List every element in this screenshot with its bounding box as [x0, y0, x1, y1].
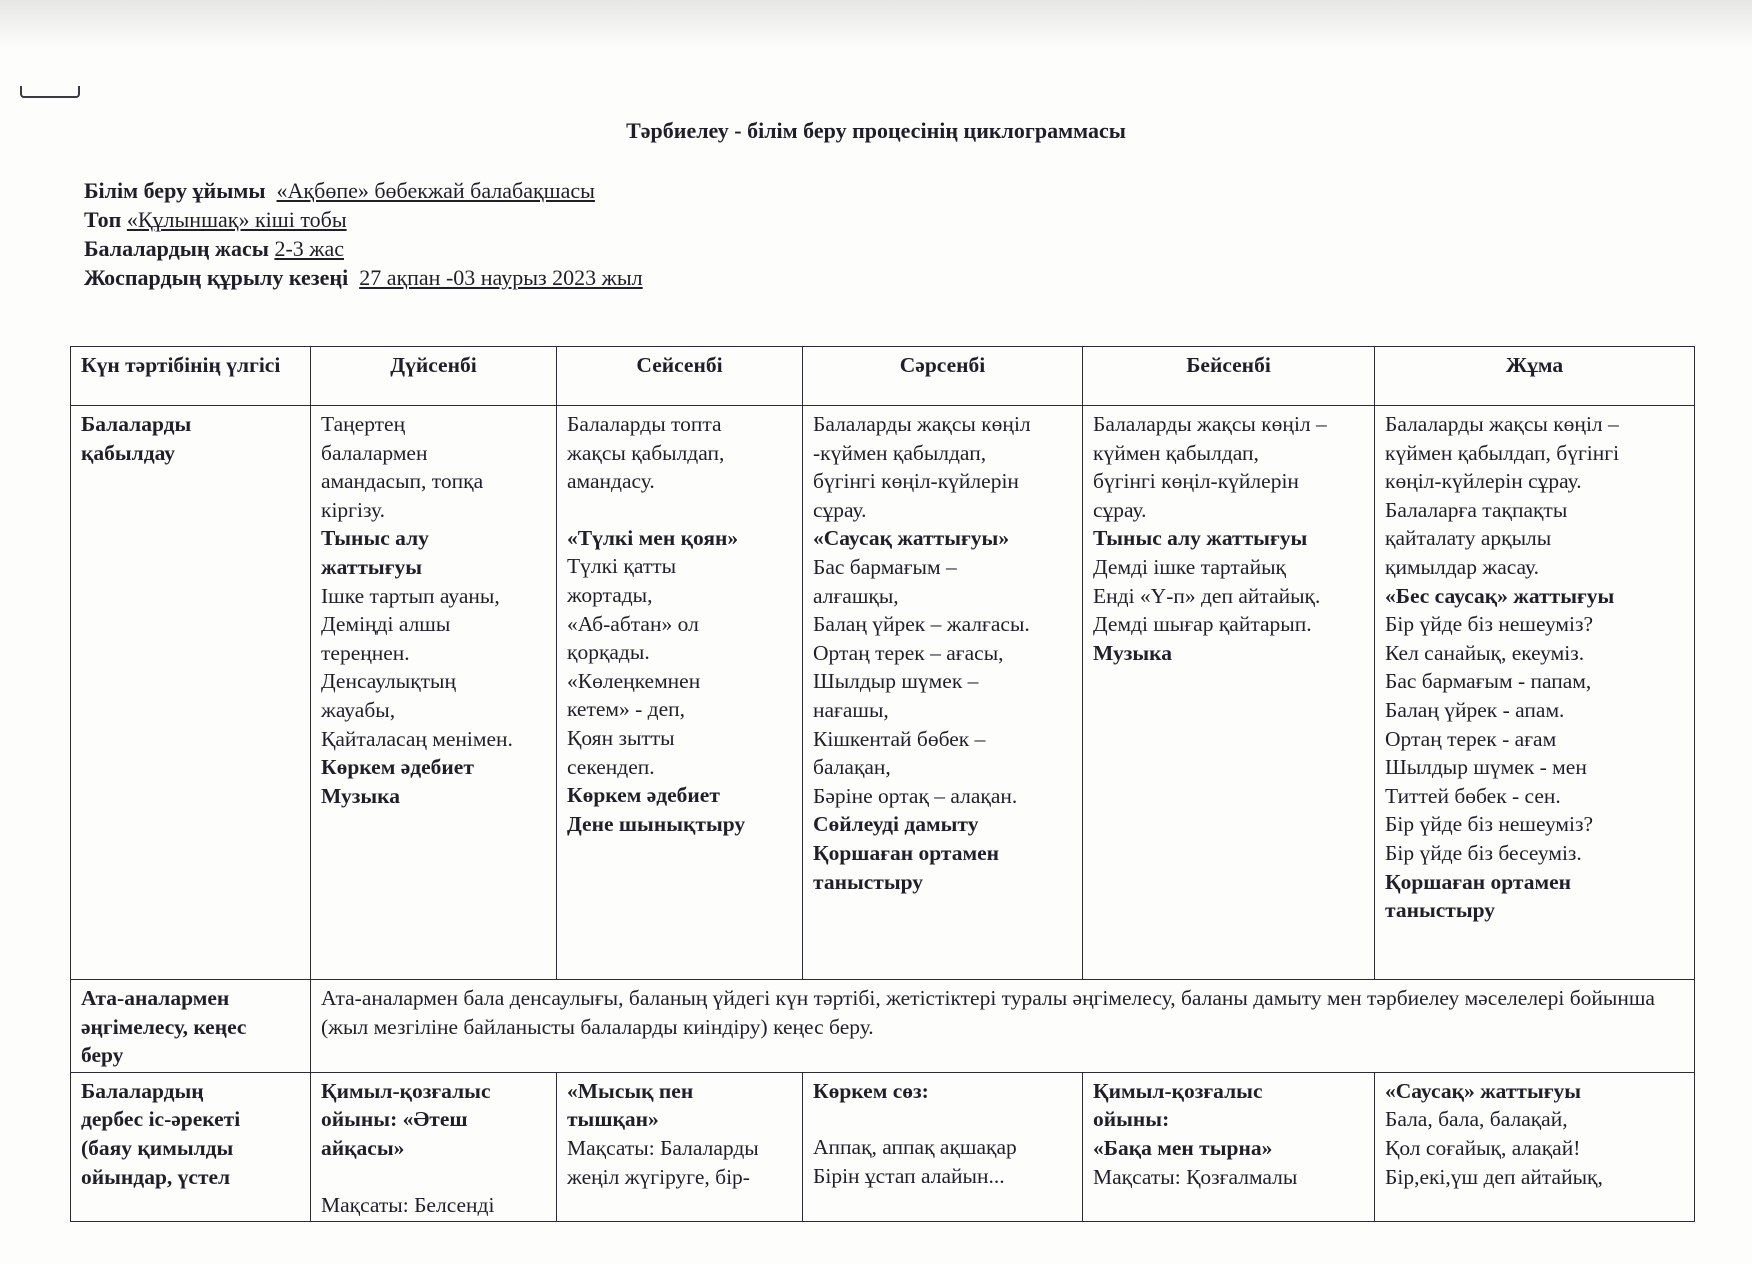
meta-value: 2-3 жас: [274, 236, 344, 261]
row-label-reception: [71, 406, 311, 980]
row-label-activity: [71, 1072, 311, 1221]
cell-line: Балаларды жақсы көңіл –: [1093, 412, 1327, 436]
cell-line: көңіл-күйлерін сұрау.: [1385, 469, 1582, 494]
cell-line: айқасы»: [321, 1135, 405, 1160]
cell-line: күймен қабылдап,: [1093, 440, 1259, 465]
meta-organization: [84, 176, 643, 205]
cell-line: таныстыру: [813, 869, 924, 894]
cell-line: күймен қабылдап, бүгінгі: [1385, 440, 1620, 465]
cell-line: Көркем әдебиет: [321, 755, 474, 780]
cell-line: секендеп.: [567, 754, 655, 779]
cell-line: сұрау.: [813, 497, 867, 522]
line-gap: [813, 1105, 1072, 1133]
cell-line: «Түлкі мен қоян»: [567, 525, 739, 550]
cell-line: Қимыл-қозғалыс: [1093, 1078, 1263, 1103]
line-gap: [321, 1163, 546, 1191]
cell-line: Демді шығар қайтарып.: [1093, 612, 1312, 637]
cell-line: «Аб-абтан» ол: [567, 611, 699, 636]
cell-line: Сөйлеуді дамыту: [813, 812, 979, 837]
document-meta: [84, 176, 643, 292]
cell-line: -күймен қабылдап,: [813, 440, 987, 465]
header-wednesday: Сәрсенбі: [803, 347, 1083, 406]
cell-line: Балаларды жақсы көңіл: [813, 412, 1031, 436]
cell-line: Бас бармағым –: [813, 554, 957, 579]
cell-line: Қайталасаң менімен.: [321, 726, 513, 751]
cell-line: бүгінгі көңіл-күйлерін: [813, 469, 1019, 494]
meta-age: [84, 234, 643, 263]
cell-line: амандасып, топқа: [321, 469, 484, 494]
meta-label: Жоспардың құрылу кезеңі: [84, 265, 349, 290]
cell-line: (баяу қимылды: [81, 1135, 234, 1160]
cell-line: ойындар, үстел: [81, 1164, 231, 1189]
cell-line: балалармен: [321, 440, 428, 465]
cell-line: балақан,: [813, 755, 891, 780]
table-row-reception: [71, 406, 1695, 980]
cell-line: әңгімелесу, кеңес: [81, 1014, 247, 1039]
table-row-activity: [71, 1072, 1695, 1221]
cell-line: Музыка: [1093, 640, 1172, 665]
cell-line: амандасу.: [567, 469, 655, 494]
cell-line: Ортаң терек - ағам: [1385, 726, 1557, 751]
header-thursday: Бейсенбі: [1083, 347, 1375, 406]
cell-line: Таңертең: [321, 412, 406, 436]
document-title: Тәрбиелеу - білім беру процесінің циклограммасы: [626, 118, 1126, 143]
cell-line: Музыка: [321, 783, 400, 808]
cell-line: Демді ішке тартайық: [1093, 554, 1286, 579]
cell-line: «Мысық пен: [567, 1078, 694, 1103]
cell-line: Тыныс алу: [321, 526, 429, 551]
cell-line: қабылдау: [81, 440, 176, 465]
cell-line: Мақсаты: Балаларды: [567, 1135, 759, 1160]
cell-line: Түлкі қатты: [567, 554, 677, 579]
cell-line: Енді «Ү-п» деп айтайық.: [1093, 583, 1321, 608]
cell-reception-thursday: [1083, 406, 1375, 980]
cell-line: кіргізу.: [321, 497, 385, 522]
cell-reception-tuesday: [557, 406, 803, 980]
cell-line: Бас бармағым - папам,: [1385, 669, 1592, 694]
cell-line: Көркем сөз:: [813, 1078, 929, 1103]
cell-line: «Көлеңкемнен: [567, 668, 701, 693]
header-schedule: Күн тәртібінің үлгісі: [71, 347, 311, 406]
cell-line: Кел санайық, екеуміз.: [1385, 640, 1585, 665]
cell-line: Қоршаған ортамен: [1385, 869, 1572, 894]
meta-label: Топ: [84, 207, 122, 232]
cell-line: Бір үйде біз бесеуміз.: [1385, 840, 1582, 865]
cell-parents-consultation: Ата-аналармен бала денсаулығы, баланың үйдегі күн тәртібі, жетістіктері туралы әңгімелесу, баланы дамыту мен тәрбиелеу мәселелері бойынша (жыл мезгіліне байланысты балаларды киіндіру) кеңес беру.: [311, 980, 1695, 1073]
cell-line: жақсы қабылдап,: [567, 440, 725, 465]
cell-line: Бір,екі,үш деп айтайық,: [1385, 1164, 1603, 1189]
meta-group: [84, 205, 643, 234]
header-tuesday: Сейсенбі: [557, 347, 803, 406]
cell-line: жауабы,: [321, 697, 396, 722]
cell-activity-wednesday: [803, 1072, 1083, 1221]
cell-reception-monday: [311, 406, 557, 980]
cell-line: тереңнен.: [321, 640, 410, 665]
cell-line: «Бес саусақ» жаттығуы: [1385, 583, 1615, 608]
cell-line: қайталату арқылы: [1385, 526, 1552, 551]
cell-line: Мақсаты: Белсенді: [321, 1192, 495, 1217]
meta-value: «Ақбөпе» бөбекжай балабақшасы: [276, 178, 595, 203]
cell-line: Балаң үйрек - апам.: [1385, 697, 1565, 722]
cell-activity-monday: [311, 1072, 557, 1221]
meta-value: 27 ақпан -03 наурыз 2023 жыл: [359, 265, 643, 290]
cell-line: нағашы,: [813, 697, 889, 722]
cell-line: Шылдыр шүмек –: [813, 669, 979, 694]
cell-line: таныстыру: [1385, 898, 1496, 923]
scan-edge-shadow: [0, 0, 1752, 48]
cell-line: «Бақа мен тырна»: [1093, 1135, 1273, 1160]
cell-line: ойыны:: [1093, 1107, 1170, 1132]
cyclogram-table: [70, 346, 1695, 1222]
cell-line: Бала, бала, балақай,: [1385, 1107, 1568, 1132]
cell-line: сұрау.: [1093, 497, 1147, 522]
cell-line: Ортаң терек – ағасы,: [813, 640, 1004, 665]
cell-line: қимылдар жасау.: [1385, 554, 1539, 579]
cell-line: тышқан»: [567, 1107, 659, 1132]
cell-line: Кішкентай бөбек –: [813, 726, 986, 751]
cell-line: Мақсаты: Қозғалмалы: [1093, 1164, 1298, 1189]
cell-line: Балаларды топта: [567, 412, 722, 436]
header-friday: Жұма: [1375, 347, 1695, 406]
cell-line: Бәріне ортақ – алақан.: [813, 783, 1018, 808]
cell-line: Аппақ, аппақ ақшақар: [813, 1135, 1017, 1160]
cell-line: қорқады.: [567, 640, 650, 665]
meta-label: Балалардың жасы: [84, 236, 269, 261]
cell-activity-tuesday: [557, 1072, 803, 1221]
cell-line: Балаларды жақсы көңіл –: [1385, 412, 1619, 436]
cell-line: Ата-аналармен: [81, 986, 230, 1010]
cell-line: Дене шынықтыру: [567, 811, 746, 836]
cell-line: Титтей бөбек - сен.: [1385, 783, 1561, 808]
row-label-parents: [71, 980, 311, 1073]
cell-line: жеңіл жүгіруге, бір-: [567, 1164, 750, 1189]
cell-line: дербес іс-әрекеті: [81, 1107, 241, 1132]
cell-line: жаттығуы: [321, 554, 422, 579]
cell-line: Тыныс алу жаттығуы: [1093, 526, 1308, 551]
cell-line: Шылдыр шүмек - мен: [1385, 755, 1587, 780]
cell-line: Балаларға тақпақты: [1385, 497, 1568, 522]
cell-line: Бір үйде біз нешеуміз?: [1385, 612, 1594, 637]
cell-line: Қоян зытты: [567, 725, 675, 750]
cell-line: Балалардың: [81, 1078, 204, 1103]
cell-line: Ішке тартып ауаны,: [321, 583, 500, 608]
cell-line: Денсаулықтың: [321, 669, 457, 694]
cell-line: Қоршаған ортамен: [813, 840, 1000, 865]
staple-mark: [20, 86, 80, 98]
cell-line: Бір үйде біз нешеуміз?: [1385, 812, 1594, 837]
cell-line: Қимыл-қозғалыс: [321, 1078, 491, 1103]
cell-line: «Саусақ жаттығуы»: [813, 526, 1010, 551]
cell-line: «Саусақ» жаттығуы: [1385, 1078, 1582, 1103]
table-row-parents: [71, 980, 1695, 1073]
header-monday: Дүйсенбі: [311, 347, 557, 406]
cell-activity-thursday: [1083, 1072, 1375, 1221]
cell-reception-friday: [1375, 406, 1695, 980]
cell-line: Балаларды: [81, 412, 192, 436]
table-header-row: [71, 347, 1695, 406]
cell-reception-wednesday: [803, 406, 1083, 980]
cell-line: Деміңді алшы: [321, 612, 451, 637]
cell-line: беру: [81, 1043, 124, 1068]
meta-label: Білім беру ұйымы: [84, 178, 266, 203]
cell-line: кетем» - деп,: [567, 697, 686, 722]
cell-line: бүгінгі көңіл-күйлерін: [1093, 469, 1299, 494]
cell-line: ойыны: «Әтеш: [321, 1107, 468, 1132]
cell-line: алғашқы,: [813, 583, 899, 608]
meta-value: «Құлыншақ» кіші тобы: [126, 207, 347, 232]
cell-line: Бірін ұстап алайын...: [813, 1163, 1005, 1188]
cell-line: Көркем әдебиет: [567, 783, 720, 808]
cell-activity-friday: [1375, 1072, 1695, 1221]
cell-line: жортады,: [567, 582, 653, 607]
cell-line: Қол соғайық, алақай!: [1385, 1135, 1581, 1160]
meta-period: [84, 263, 643, 292]
cell-line: Балаң үйрек – жалғасы.: [813, 612, 1030, 637]
line-gap: [567, 496, 792, 524]
